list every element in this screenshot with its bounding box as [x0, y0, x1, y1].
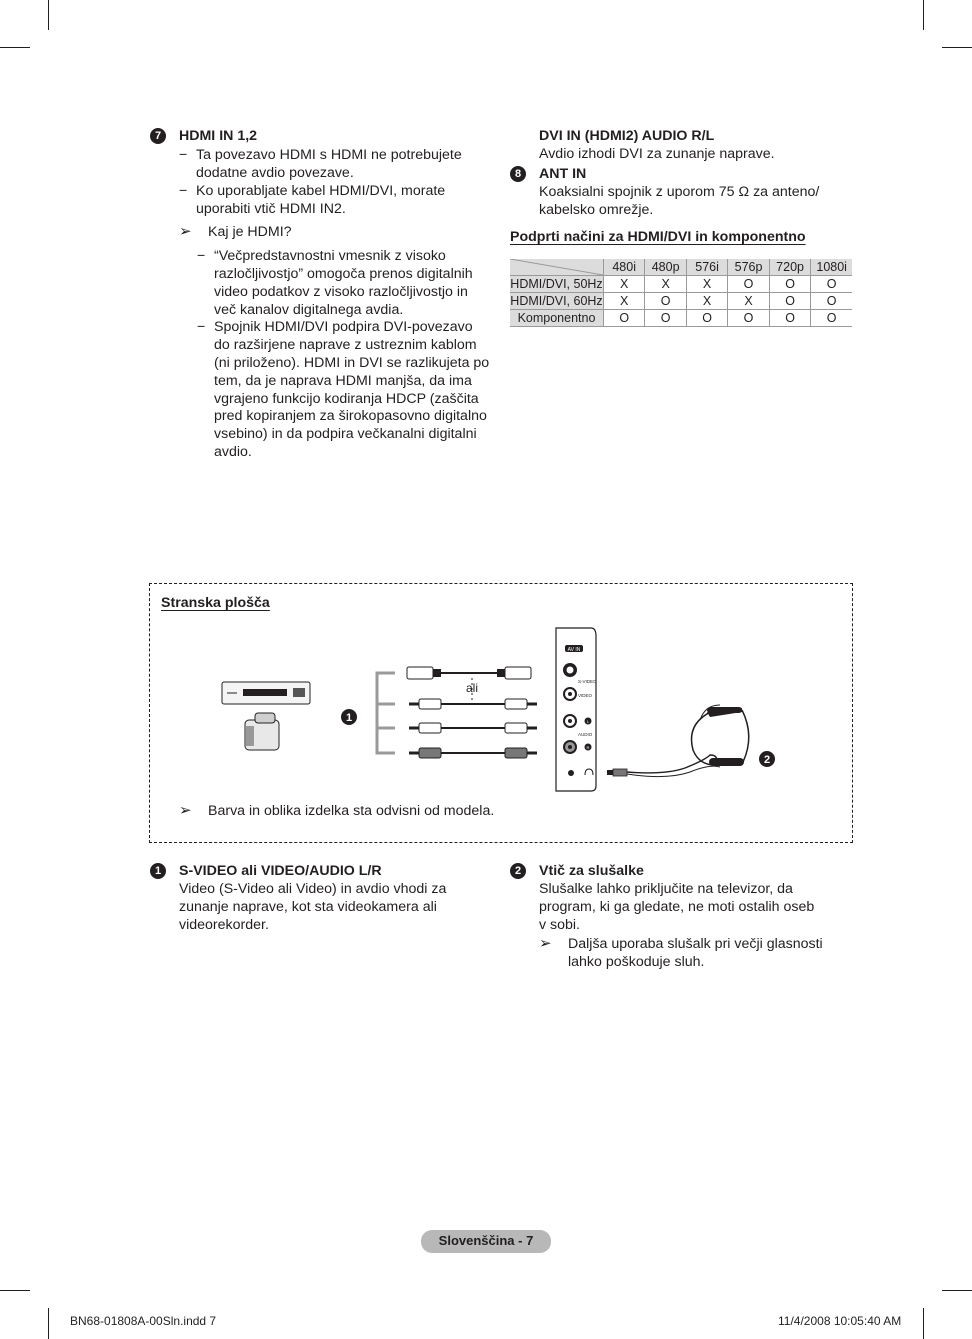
section8-line1: Koaksialni spojnik z uporom 75 Ω za anteno/: [539, 184, 820, 200]
section1-title: S-VIDEO ali VIDEO/AUDIO L/R: [179, 863, 382, 879]
table-cell: X: [728, 293, 770, 310]
side-panel-note: Barva in oblika izdelka sta odvisni od modela.: [208, 803, 495, 819]
table-row: [510, 276, 852, 293]
table-cell: O: [769, 293, 811, 310]
bullet-dash: −: [179, 147, 188, 163]
table-cell: X: [686, 293, 727, 310]
section2-line2: program, ki ga gledate, ne moti ostalih oseb: [539, 899, 815, 915]
dvi-title: DVI IN (HDMI2) AUDIO R/L: [539, 128, 715, 144]
table-cell: O: [645, 293, 687, 310]
cable-bracket: [377, 673, 395, 753]
tv-side-panel: [556, 628, 597, 791]
row-header: HDMI/DVI, 50Hz: [510, 277, 603, 291]
table-cell: O: [728, 310, 770, 327]
footer-file: BN68-01808A-00Sln.indd 7: [70, 1314, 217, 1328]
note-arrow-icon: ➢: [539, 935, 552, 952]
note-item2-line2: do razširjene naprave z ustreznim kablom: [214, 337, 477, 353]
section2-note-line2: lahko poškoduje sluh.: [568, 954, 705, 970]
camcorder-icon: [245, 713, 279, 750]
video-cable: [409, 699, 537, 709]
table-corner-cell: [510, 259, 604, 276]
headphones-icon: [692, 705, 749, 766]
crop-mark: [48, 0, 49, 30]
audio-l-label: L: [586, 719, 590, 724]
column-header: 720p: [769, 259, 811, 276]
column-header: 480i: [604, 259, 645, 276]
svideo-label: S-VIDEO: [578, 679, 597, 684]
column-header: 480p: [645, 259, 687, 276]
section7-note-title: Kaj je HDMI?: [208, 224, 292, 240]
column-header: 1080i: [811, 259, 852, 276]
headphone-jack-icon: [568, 770, 574, 776]
crop-mark: [942, 1290, 972, 1291]
section7-number-badge: 7: [150, 128, 166, 144]
note-item2-line4: tem, da je naprava HDMI manjša, da ima: [214, 373, 472, 389]
page-number-label: Slovenščina - 7: [421, 1230, 551, 1253]
note-item1-line2: razločljivostjo” omogoča prenos digitalnih: [214, 266, 473, 282]
vcr-icon: [222, 682, 310, 704]
table-cell: O: [604, 310, 645, 327]
audio-l-cable: [409, 723, 537, 733]
section7-bullet1-line2: dodatne avdio povezave.: [196, 165, 354, 181]
note-item2-line6: pred kopiranjem za širokopasovno digitalno: [214, 408, 487, 424]
svideo-cable: [407, 667, 531, 679]
corner-diagonal: [510, 259, 603, 275]
crop-mark: [942, 47, 972, 48]
crop-mark: [0, 1290, 30, 1291]
audio-r-cable: [409, 748, 537, 758]
crop-mark: [923, 1308, 924, 1339]
table-cell: O: [645, 310, 687, 327]
table-row: [510, 310, 852, 327]
side-panel-title: Stranska plošča: [161, 595, 270, 611]
table-cell: X: [604, 293, 645, 310]
note-item2-line5: vgrajeno funkcijo kodiranja HDCP (zaščita: [214, 391, 479, 407]
note-arrow-icon: ➢: [179, 802, 192, 819]
bullet-dash: −: [179, 183, 188, 199]
table-cell: X: [686, 276, 727, 293]
column-header: 576p: [728, 259, 770, 276]
crop-mark: [0, 47, 30, 48]
table-cell: O: [769, 276, 811, 293]
section7-title: HDMI IN 1,2: [179, 128, 258, 144]
section2-note-line1: Daljša uporaba slušalk pri večji glasnosti: [568, 936, 823, 952]
note-item2-line1: Spojnik HDMI/DVI podpira DVI-povezavo: [214, 319, 473, 335]
section1-number-badge: 1: [150, 863, 166, 879]
section2-title: Vtič za slušalke: [539, 863, 644, 879]
section1-line3: videorekorder.: [179, 917, 269, 933]
section1-line2: zunanje naprave, kot sta videokamera ali: [179, 899, 437, 915]
table-cell: O: [728, 276, 770, 293]
note-item2-line3: (ni priloženo). HDMI in DVI se razlikujeta po: [214, 355, 490, 371]
table-cell: O: [769, 310, 811, 327]
section7-bullet1-line1: Ta povezavo HDMI s HDMI ne potrebujete: [196, 147, 462, 163]
note-arrow-icon: ➢: [179, 223, 192, 240]
section8-number-badge: 8: [510, 166, 526, 182]
row-header: HDMI/DVI, 60Hz: [510, 294, 603, 308]
dvi-text: Avdio izhodi DVI za zunanje naprave.: [539, 146, 775, 162]
note-item1-line3: video podatkov z visoko razločljivostjo in: [214, 284, 468, 300]
diagram-or-label: ali: [466, 681, 479, 695]
callout-2-number: 2: [763, 754, 771, 766]
table-cell: O: [811, 293, 852, 310]
bullet-dash: −: [197, 319, 206, 335]
table-cell: O: [811, 310, 852, 327]
section8-line2: kabelsko omrežje.: [539, 202, 654, 218]
table-cell: X: [645, 276, 687, 293]
footer-date: 11/4/2008 10:05:40 AM: [778, 1314, 902, 1328]
headphone-plug-icon: [607, 755, 720, 777]
callout-1-number: 1: [345, 712, 353, 724]
table-cell: O: [811, 276, 852, 293]
modes-table-title: Podprti načini za HDMI/DVI in komponentno: [510, 229, 806, 245]
table-cell: X: [604, 276, 645, 293]
section8-title: ANT IN: [539, 166, 587, 182]
section2-number-badge: 2: [510, 863, 526, 879]
row-header: Komponentno: [510, 310, 604, 327]
av-in-label: AV IN: [567, 647, 581, 653]
table-row: [510, 293, 852, 310]
audio-r-label: R: [586, 745, 590, 750]
note-item2-line8: avdio.: [214, 444, 252, 460]
section2-line1: Slušalke lahko priključite na televizor, da: [539, 881, 793, 897]
crop-mark: [48, 1308, 49, 1339]
column-header: 576i: [686, 259, 727, 276]
section7-bullet2-line2: uporabiti vtič HDMI IN2.: [196, 201, 346, 217]
crop-mark: [923, 0, 924, 30]
bullet-dash: −: [197, 248, 206, 264]
audio-label: AUDIO: [578, 732, 593, 737]
connection-diagram: [215, 620, 785, 795]
table-header-row: [510, 259, 852, 276]
table-cell: O: [686, 310, 727, 327]
note-item2-line7: vsebino) in da podpira večkanalni digitalni: [214, 426, 477, 442]
video-label: VIDEO: [578, 693, 593, 698]
modes-table: [510, 259, 852, 327]
note-item1-line1: “Večpredstavnostni vmesnik z visoko: [214, 248, 446, 264]
section1-line1: Video (S-Video ali Video) in avdio vhodi za: [179, 881, 447, 897]
note-item1-line4: več kanalov digitalnega avdia.: [214, 302, 404, 318]
section7-bullet2-line1: Ko uporabljate kabel HDMI/DVI, morate: [196, 183, 446, 199]
section2-line3: v sobi.: [539, 917, 581, 933]
